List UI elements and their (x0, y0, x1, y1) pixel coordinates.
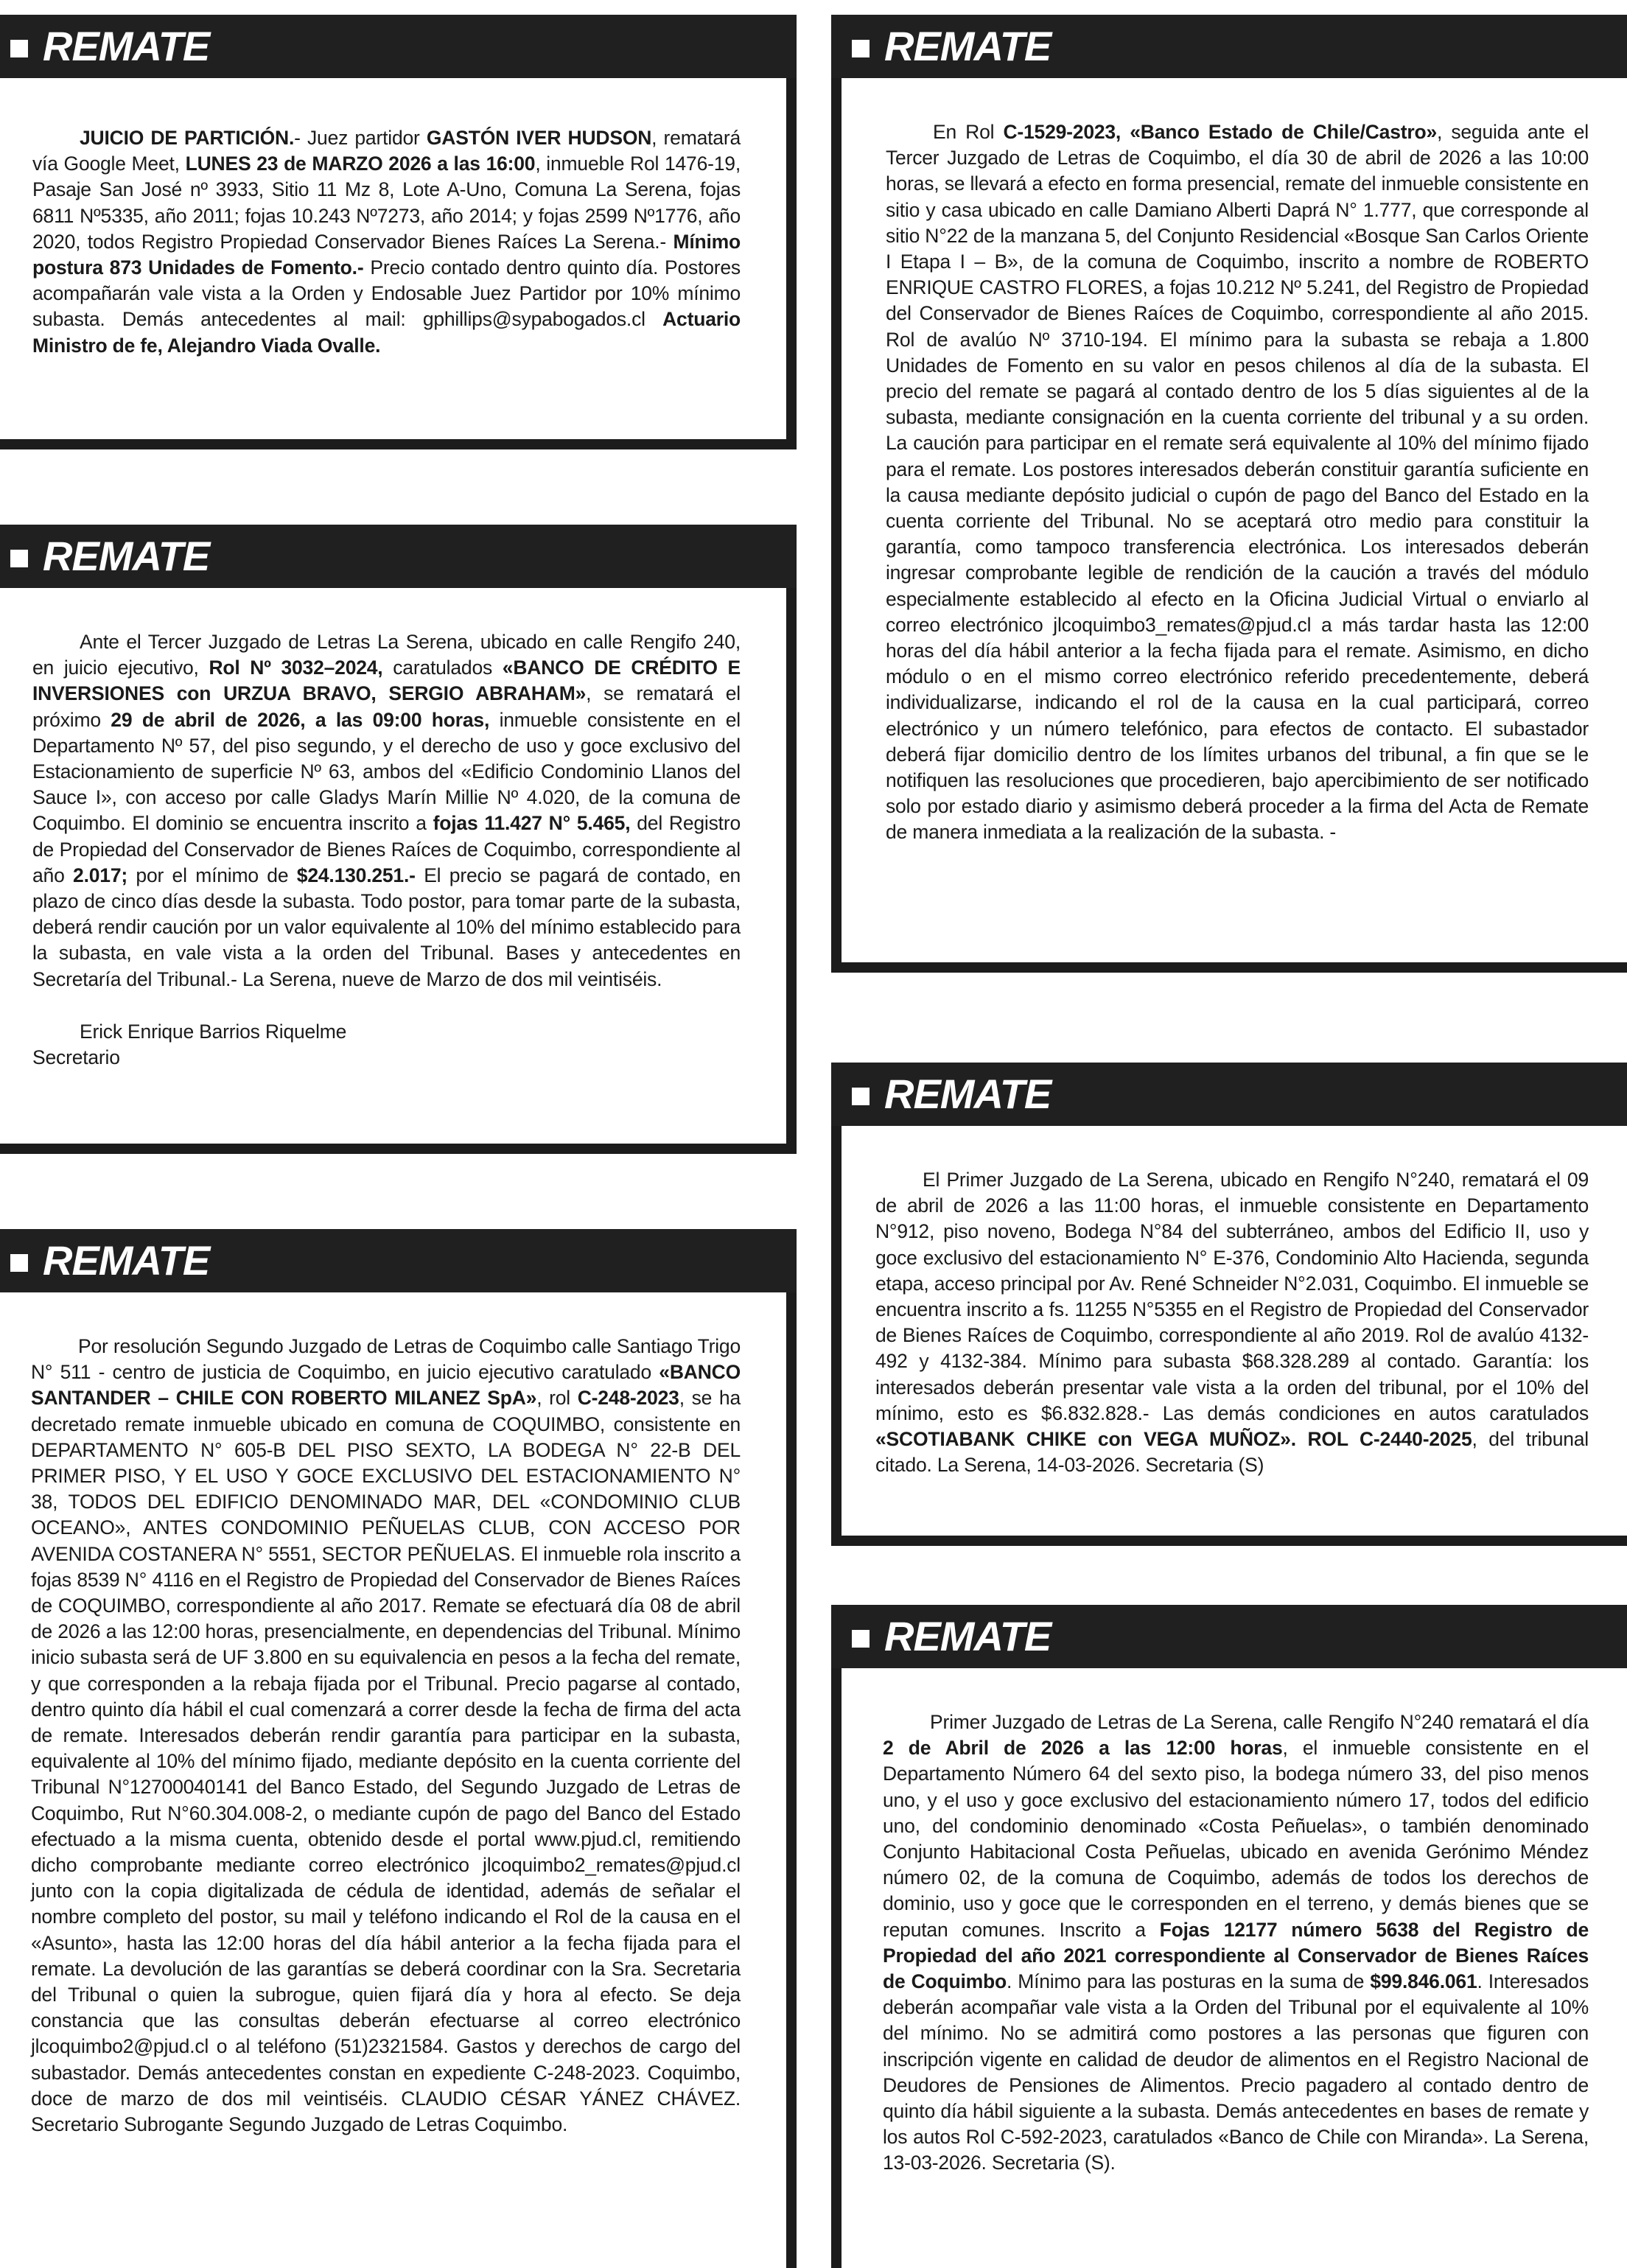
notice-5-text (875, 1167, 1589, 1478)
text-run: Por resolución Segundo Juzgado de Letras de Coquimbo calle Santiago Trigo N° 511 - centro de justicia de Coquimbo, en juicio ejecutivo caratulado (31, 1335, 741, 1384)
square-bullet-icon (10, 1254, 28, 1272)
notice-1-body (32, 125, 741, 359)
square-bullet-icon (852, 40, 870, 57)
notice-2-title: REMATE (43, 533, 210, 579)
bold-text-run: Mínimo postura 873 Unidades de Fomento.- (32, 230, 741, 279)
notice-1 (0, 15, 797, 449)
bold-text-run: C-248-2023 (577, 1387, 679, 1410)
bold-text-run: 2 de Abril de 2026 a las 12:00 horas (883, 1737, 1283, 1760)
notice-3-body (31, 1334, 741, 2138)
text-run: por el mínimo de (127, 864, 297, 886)
text-run: El Primer Juzgado de La Serena, ubicado en Rengifo N°240, rematará el 09 de abril de 2026 a las 11:00 horas, el inmueble consistente en Departamento N°912, piso noveno, Bodega N°84 del subterráneo, ambos del Edificio II, uso y goce exclusivo del estacionamiento N° E-376, Condominio Alto Hacienda, segunda etapa, acceso principal por Av. René Schneider N°2.031, Coquimbo. El inmueble se encuentra inscrito a fs. 11255 N°5355 en el Registro de Propiedad del Conservador de Bienes Raíces de Coquimbo, correspondiente al año 2019. Rol de avalúo 4132-492 y 4132-384. Mínimo para subasta $68.328.289 al contado. Garantía: los interesados deberán presentar vale vista a la orden del tribunal, por el 10% del mínimo, esto es $6.832.828.- Las demás condiciones en autos caratulados (875, 1169, 1589, 1424)
text-run: del Registro de Propiedad del Conservador de Bienes Raíces de Coquimbo, correspondiente al año (32, 812, 741, 886)
text-run: En Rol (933, 121, 1004, 143)
notice-4 (831, 15, 1627, 973)
notice-2-body (32, 629, 741, 1071)
notice-4-text (886, 119, 1589, 846)
notice-4-title: REMATE (884, 23, 1052, 69)
text-run: , rol (536, 1387, 578, 1410)
notice-3-header (0, 1229, 797, 1292)
square-bullet-icon (10, 40, 28, 57)
notice-5 (831, 1063, 1627, 1546)
text-run: , seguida ante el Tercer Juzgado de Letras de Coquimbo, el día 30 de abril de 2026 a las 10:00 horas, se llevará a efecto en forma presencial, remate del inmueble consistente en sitio y casa ubicado en calle Damiano Alberti Daprá N° 1.777, que corresponde al sitio N°22 de la manzana 5, del Conjunto Residencial «Bosque San Carlos Oriente I Etapa I – B», de la comuna de Coquimbo, inscrito a nombre de ROBERTO ENRIQUE CASTRO FLORES, a fojas 10.212 Nº 5.241, del Registro de Propiedad del Conservador de Bienes Raíces de Coquimbo, correspondiente al año 2015. Rol de avalúo Nº 3710-194. El mínimo para la subasta se rebaja a 1.800 Unidades de Fomento en su valor en pesos chilenos al día de la subasta. El precio del remate se pagará al contado dentro de los 5 días siguientes al de la subasta, mediante consignación en la cuenta corriente del tribunal y a su orden. La caución para participar en el remate será equivalente al 10% del mínimo fijado para el remate. Los postores interesados deberán constituir garantía suficiente en la causa mediante depósito judicial o cupón de pago del Banco del Estado en la cuenta corriente del Tribunal. No se aceptará otro medio para constituir la garantía, como tampoco transferencia electrónica. Los interesados deberán ingresar comprobante legible de rendición de la caución a través del módulo especialmente establecido al efecto en la Oficina Judicial Virtual o enviarlo al correo electrónico jlcoquimbo3_remates@pjud.cl a más tardar hasta las 12:00 horas del día hábil anterior a la fecha fijada para el remate. Asimismo, en dicho módulo o en el mismo correo electrónico referido precedentemente, deberá individualizarse, indicando el rol de la causa en la cual participará, correo electrónico y un número telefónico, para efectos de contacto. El subastador deberá fijar domicilio dentro de los límites urbanos del tribunal, a fin que se le notifiquen las resoluciones que procedieren, bajo apercibimiento de ser notificado solo por estado diario y asimismo deberá proceder a la firma del Acta de Remate de manera inmediata a la realización de la subasta. - (886, 121, 1589, 844)
text-run: Primer Juzgado de Letras de La Serena, calle Rengifo N°240 rematará el día (930, 1711, 1589, 1733)
notice-3 (0, 1229, 797, 2268)
bold-text-run: «SCOTIABANK CHIKE con VEGA MUÑOZ». ROL C-2440-2025 (875, 1428, 1472, 1451)
bold-text-run: Rol Nº 3032–2024, (209, 657, 383, 679)
text-run: , del tribunal citado. La Serena, 14-03-2026. Secretaria (S) (875, 1428, 1589, 1477)
bold-text-run: Fojas 12177 número 5638 del Registro de Propiedad del año 2021 correspondiente al Conservador de Bienes Raíces de Coquimbo (883, 1918, 1589, 1993)
notice-3-title: REMATE (43, 1237, 210, 1284)
text-run: El precio se pagará de contado, en plazo de cinco días desde la subasta. Todo postor, para tomar parte de la subasta, deberá rendir caución por un valor equivalente al 10% del mínimo establecido para la subasta, en vale vista a la orden del Tribunal. Bases y antecedentes en Secretaría del Tribunal.- La Serena, nueve de Marzo de dos mil veintiséis. (32, 864, 741, 990)
notice-2-text (32, 629, 741, 993)
bold-text-run: $24.130.251.- (296, 864, 416, 886)
bold-text-run: 2.017; (73, 864, 127, 886)
bold-text-run: fojas 11.427 N° 5.465, (433, 812, 631, 835)
square-bullet-icon (852, 1630, 870, 1648)
notice-2-header (0, 525, 797, 588)
bold-text-run: Actuario Ministro de fe, Alejandro Viada Ovalle. (32, 308, 741, 357)
text-run: , inmueble Rol 1476-19, Pasaje San José nº 3933, Sitio 11 Mz 8, Lote A-Uno, Comuna La Serena, fojas 6811 Nº5335, año 2011; fojas 10.243 Nº7273, año 2014; y fojas 2599 Nº1776, año 2020, todos Registro Propiedad Conservador Bienes Raíces La Serena.- (32, 153, 741, 253)
text-run: , se ha decretado remate inmueble ubicado en comuna de COQUIMBO, consistente en DEPARTAMENTO N° 605-B DEL PISO SEXTO, LA BODEGA N° 22-B DEL PRIMER PISO, Y EL USO Y GOCE EXCLUSIVO DEL ESTACIONAMIENTO N° 38, TODOS DEL EDIFICIO DENOMINADO MAR, DEL «CONDOMINIO CLUB OCEANO», ANTES CONDOMINIO PEÑUELAS CLUB, CON ACCESO POR AVENIDA COSTANERA N° 5551, SECTOR PEÑUELAS. El inmueble rola inscrito a fojas 8539 N° 4116 en el Registro de Propiedad del Conservador de Bienes Raíces de COQUIMBO, correspondiente al año 2017. Remate se efectuará día 08 de abril de 2026 a las 12:00 horas, presencialmente, en dependencias del Tribunal. Mínimo inicio subasta será de UF 3.800 en su equivalencia en pesos a la fecha del remate, y que corresponden a la rebaja fijada por el Tribunal. Precio pagarse al contado, dentro quinto día hábil el cual comenzará a correr desde la fecha de firma del acta de remate. Interesados deberán rendir garantía para participar en la subasta, equivalente al 10% del mínimo fijado, mediante depósito en la cuenta corriente del Tribunal N°12700040141 del Banco Estado, del Segundo Juzgado de Letras de Coquimbo, Rut N°60.304.008-2, o mediante cupón de pago del Banco del Estado efectuado a la misma cuenta, obtenido desde el portal www.pjud.cl, remitiendo dicho comprobante mediante correo electrónico jlcoquimbo2_remates@pjud.cl junto con la copia digitalizada de cédula de identidad, además de señalar el nombre completo del postor, su mail y teléfono indicando el Rol de la causa en el «Asunto», hasta las 12:00 horas del día hábil anterior a la fecha fijada para el remate. La devolución de las garantías se deberá coordinar con la Sra. Secretaria del Tribunal o quien la subrogue, quien fijará día y hora al efecto. Se deja constancia que las consultas deberán efectuarse al correo electrónico jlcoquimbo2@pjud.cl o al teléfono (51)2321584. Gastos y derechos de cargo del subastador. Demás antecedentes constan en expediente C-248-2023. Coquimbo, doce de marzo de dos mil veintiséis. CLAUDIO CÉSAR YÁNEZ CHÁVEZ. Secretario Subrogante Segundo Juzgado de Letras Coquimbo. (31, 1387, 741, 2136)
text-run: - Juez partidor (294, 127, 427, 149)
text-run: , rematará vía Google Meet, (32, 127, 741, 175)
text-run: . Interesados deberán acompañar vale vista a la Orden del Tribunal por el equivalente al 10% del mínimo. No se admitirá como postores a las personas que figuren con inscripción vigente en calidad de deudor de alimentos en el Registro Nacional de Deudores de Pensiones de Alimentos. Precio pagadero al contado dentro de quinto día hábil siguiente a la subasta. Demás antecedentes en bases de remate y los autos Rol C-592-2023, caratulados «Banco de Chile con Miranda». La Serena, 13-03-2026. Secretaria (S). (883, 1970, 1589, 2174)
bold-text-run: LUNES 23 de MARZO 2026 a las 16:00 (185, 153, 536, 175)
text-run: Precio contado dentro quinto día. Postores acompañarán vale vista a la Orden y Endosable Juez Partidor por 10% mínimo subasta. Demás antecedentes al mail: gphillips@sypabogados.cl (32, 256, 741, 331)
notice-1-header (0, 15, 797, 78)
signature-role: Secretario (32, 1046, 120, 1069)
text-run: caratulados (382, 657, 503, 679)
notice-6-header (831, 1605, 1627, 1668)
notice-6-title: REMATE (884, 1613, 1052, 1659)
text-run: inmueble consistente en el Departamento Nº 57, del piso segundo, y el derecho de uso y goce exclusivo del Estacionamiento de superficie Nº 63, ambos del «Edificio Condominio Llanos del Sauce I», con acceso por calle Gladys Marín Millie Nº 4.020, de la comuna de Coquimbo. El dominio se encuentra inscrito a (32, 708, 741, 835)
bold-text-run: C-1529-2023, «Banco Estado de Chile/Castro» (1003, 121, 1438, 143)
notice-6-body (883, 1709, 1589, 2177)
text-run: Ante el Tercer Juzgado de Letras La Serena, ubicado en calle Rengifo 240, en juicio ejecutivo, (32, 631, 741, 679)
bold-text-run: «BANCO SANTANDER – CHILE CON ROBERTO MILANEZ SpA» (31, 1361, 741, 1410)
notice-6-text (883, 1709, 1589, 2177)
bold-text-run: «BANCO DE CRÉDITO E INVERSIONES con URZUA BRAVO, SERGIO ABRAHAM» (32, 657, 741, 705)
bold-text-run: GASTÓN IVER HUDSON (426, 127, 652, 149)
square-bullet-icon (852, 1088, 870, 1105)
notice-5-header (831, 1063, 1627, 1126)
bold-text-run: JUICIO DE PARTICIÓN. (80, 127, 295, 149)
square-bullet-icon (10, 550, 28, 567)
notice-4-header (831, 15, 1627, 78)
notice-4-body (886, 119, 1589, 846)
text-run: , el inmueble consistente en el Departamento Número 64 del sexto piso, la bodega número 33, del piso menos uno, y el uso y goce exclusivo del estacionamiento número 17, todos del edificio uno, del condominio denominado «Costa Peñuelas», o también denominado Conjunto Habitacional Costa Peñuelas, ubicado en avenida Gerónimo Méndez número 02, de la comuna de Coquimbo, además de todos los derechos de dominio, uso y goce que le corresponden en el terreno, y demás bienes que se reputan comunes. Inscrito a (883, 1737, 1589, 1941)
notice-3-text (31, 1334, 741, 2138)
notice-6 (831, 1605, 1627, 2268)
notice-2-signature (32, 1019, 741, 1071)
signature-name: Erick Enrique Barrios Riquelme (80, 1020, 347, 1043)
text-run: , se rematará el próximo (32, 682, 741, 731)
bold-text-run: 29 de abril de 2026, a las 09:00 horas, (111, 708, 490, 731)
notice-1-title: REMATE (43, 23, 210, 69)
notice-2 (0, 525, 797, 1154)
notice-5-title: REMATE (884, 1071, 1052, 1117)
notice-5-body (875, 1167, 1589, 1478)
notice-1-text (32, 125, 741, 359)
text-run: . Mínimo para las posturas en la suma de (1007, 1970, 1371, 1993)
bold-text-run: $99.846.061 (1370, 1970, 1477, 1993)
